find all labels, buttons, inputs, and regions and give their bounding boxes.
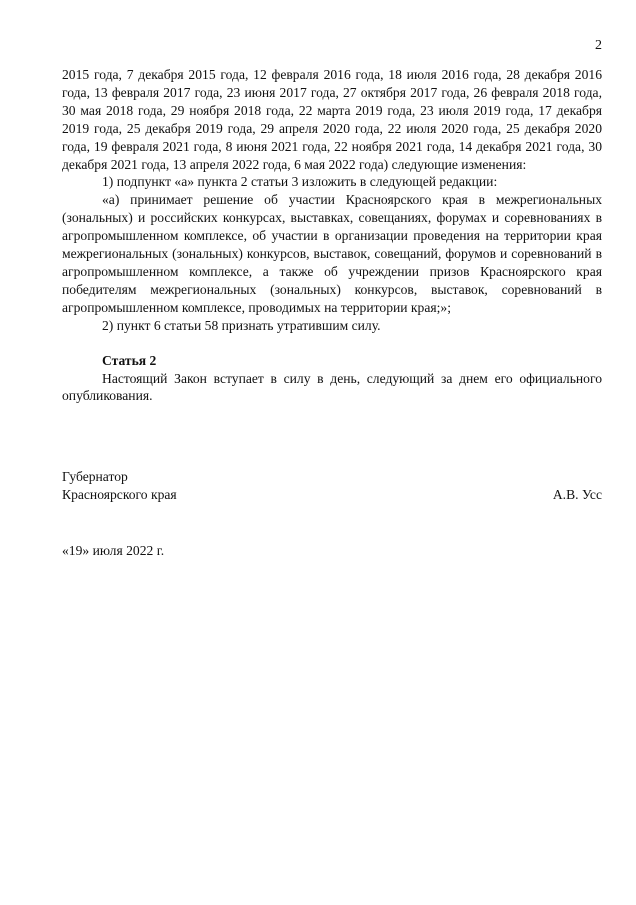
- amendment-item-1: 1) подпункт «а» пункта 2 статьи 3 изложить в следующей редакции:: [102, 174, 498, 190]
- document-body: [62, 66, 602, 405]
- signature-block: [62, 468, 602, 504]
- signature-line: [62, 486, 602, 504]
- amendment-item-1-text: «а) принимает решение об участии Красноярского края в межрегиональных (зональных) и российских конкурсах, выставках, совещаниях, форумах и соревнованиях в агропромышленном комплексе, об участии в организации проведения на территории края межрегиональных (зональных) конкурсов, выставок, совещаний, форумов и соревнований в агропромышленном комплексе, а также об учреждении призов Красноярского края победителям межрегиональных (зональных) конкурсов, выставок, соревнований в агропромышленном комплексе, проводимых на территории края;»;: [62, 192, 602, 315]
- paragraph-spacer: [62, 335, 602, 352]
- signatory-name: А.В. Усс: [552, 486, 602, 502]
- amendment-item-2: 2) пункт 6 статьи 58 признать утратившим силу.: [102, 317, 381, 333]
- document-date: «19» июля 2022 г.: [62, 543, 165, 558]
- amendment-dates-paragraph: 2015 года, 7 декабря 2015 года, 12 февраля 2016 года, 18 июля 2016 года, 28 декабря 2016 года, 13 февраля 2017 года, 23 июня 2017 года, 27 октября 2017 года, 26 февраля 2018 года, 30 мая 2018 года, 29 ноября 2018 года, 22 марта 2019 года, 23 июля 2019 года, 17 декабря 2019 года, 25 декабря 2019 года, 29 апреля 2020 года, 22 июля 2020 года, 25 декабря 2020 года, 19 февраля 2021 года, 8 июня 2021 года, 22 ноября 2021 года, 14 декабря 2021 года, 30 декабря 2021 года, 13 апреля 2022 года, 6 мая 2022 года) следующие изменения:: [62, 67, 602, 172]
- signature-position-line1: Губернатор: [62, 469, 128, 484]
- signature-position-line2: Красноярского края: [62, 486, 177, 502]
- page-number: 2: [595, 38, 602, 53]
- article-2-title: Статья 2: [102, 352, 157, 368]
- article-2-text: Настоящий Закон вступает в силу в день, следующий за днем его официального опубликования.: [62, 370, 602, 404]
